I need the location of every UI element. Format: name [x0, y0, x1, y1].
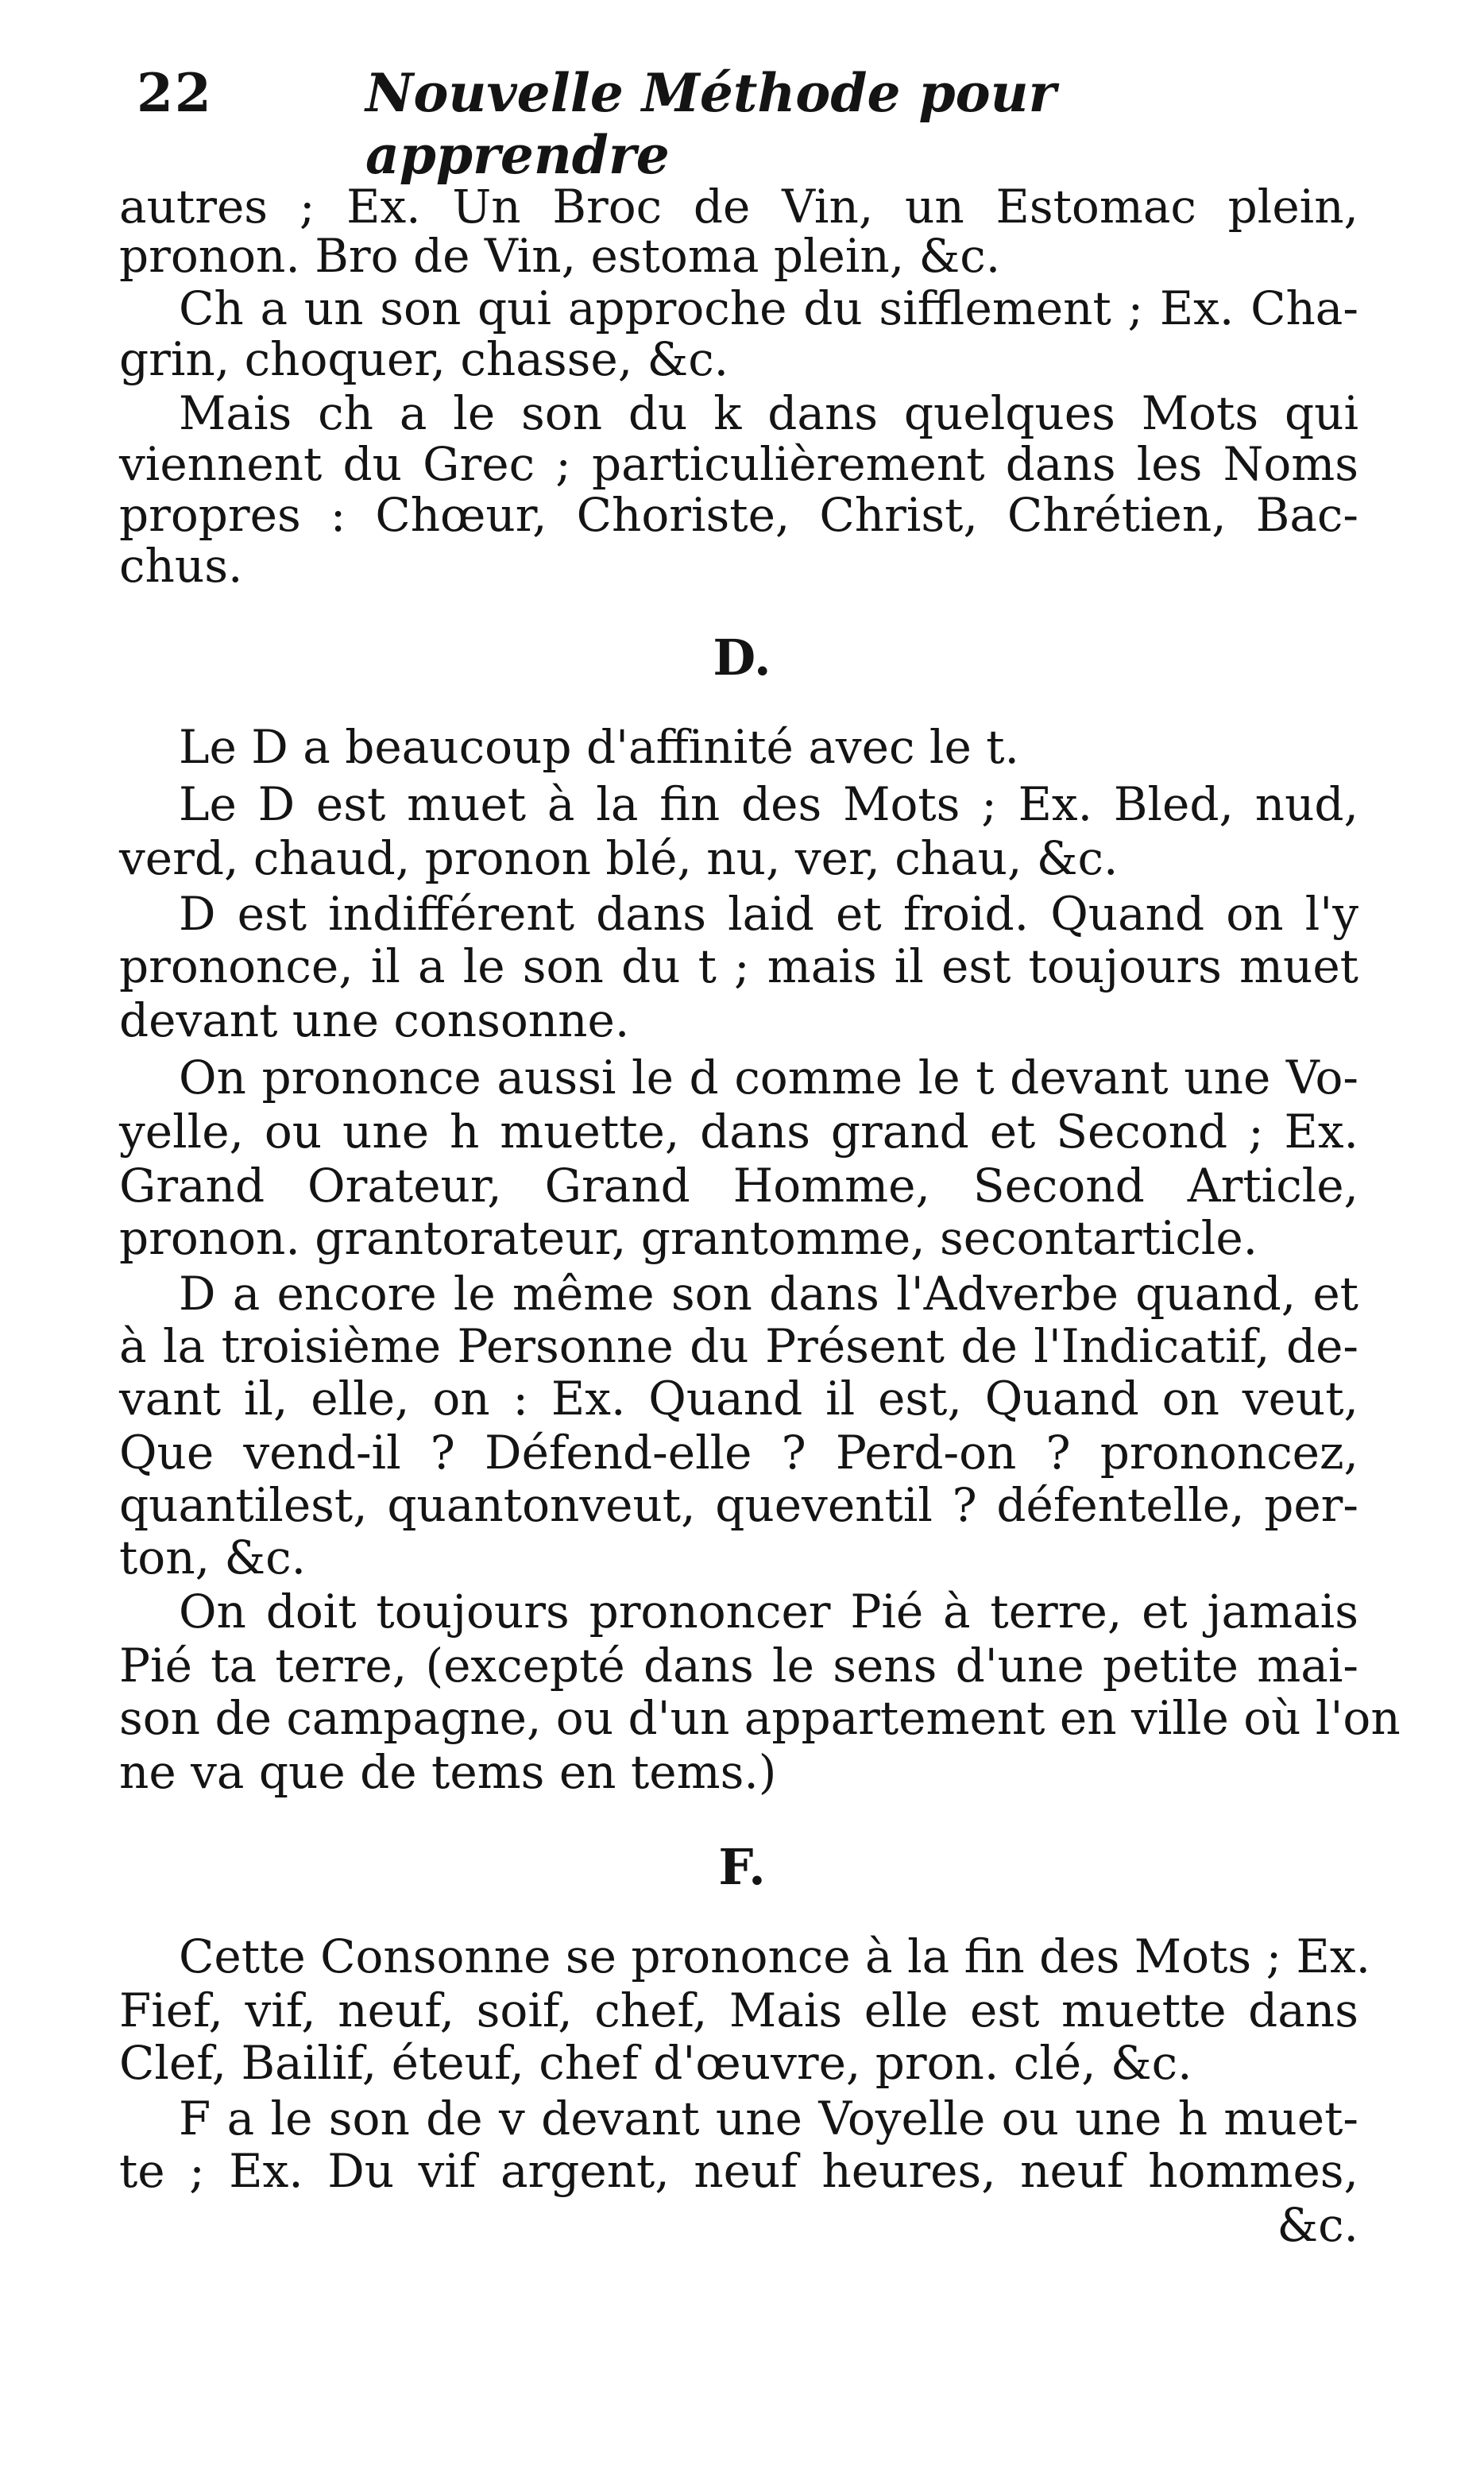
- text-line: Ch a un son qui approche du sifflement ; Ex. Cha-: [179, 281, 1358, 335]
- text-line: ton, &c.: [119, 1530, 307, 1585]
- text-line: Clef, Bailif, éteuf, chef d'œuvre, pron. clé, &c.: [119, 2036, 1192, 2090]
- text-line: grin, choquer, chasse, &c.: [119, 332, 729, 386]
- running-title: Nouvelle Méthode pour apprendre: [365, 62, 1057, 186]
- text-line: yelle, ou une h muette, dans grand et Second ; Ex.: [119, 1105, 1358, 1159]
- text-line: verd, chaud, pronon blé, nu, ver, chau, &c.: [119, 831, 1119, 885]
- text-line: son de campagne, ou d'un appartement en ville où l'on: [119, 1691, 1401, 1745]
- text-line: pronon. Bro de Vin, estoma plein, &c.: [119, 229, 1001, 283]
- text-line: On doit toujours prononcer Pié à terre, et jamais: [179, 1585, 1358, 1639]
- text-line: pronon. grantorateur, grantomme, secontarticle.: [119, 1211, 1258, 1265]
- text-line: viennent du Grec ; particulièrement dans les Noms: [119, 437, 1358, 491]
- section-heading-d: D.: [713, 629, 771, 687]
- text-line: autres ; Ex. Un Broc de Vin, un Estomac plein,: [119, 180, 1358, 234]
- text-line: propres : Chœur, Choriste, Christ, Chrétien, Bac-: [119, 488, 1358, 542]
- text-line: prononce, il a le son du t ; mais il est toujours muet: [119, 939, 1358, 993]
- text-line: te ; Ex. Du vif argent, neuf heures, neuf hommes,: [119, 2144, 1358, 2198]
- text-line: Grand Orateur, Grand Homme, Second Article,: [119, 1159, 1358, 1213]
- text-line: Mais ch a le son du k dans quelques Mots qui: [179, 386, 1358, 440]
- text-line: F a le son de v devant une Voyelle ou une h muet-: [179, 2092, 1358, 2146]
- text-line: vant il, elle, on : Ex. Quand il est, Quand on veut,: [119, 1372, 1358, 1426]
- text-line: Le D a beaucoup d'affinité avec le t.: [179, 720, 1019, 774]
- text-line: Cette Consonne se prononce à la fin des Mots ; Ex.: [179, 1929, 1371, 1983]
- text-line: quantilest, quantonveut, queventil ? défentelle, per-: [119, 1478, 1358, 1532]
- text-line: &c.: [1277, 2198, 1358, 2252]
- text-line: devant une consonne.: [119, 993, 630, 1047]
- text-line: ne va que de tems en tems.): [119, 1745, 777, 1799]
- text-line: On prononce aussi le d comme le t devant une Vo-: [179, 1051, 1358, 1105]
- text-line: Fief, vif, neuf, soif, chef, Mais elle est muette dans: [119, 1983, 1358, 2037]
- text-line: Que vend-il ? Défend-elle ? Perd-on ? prononcez,: [119, 1426, 1358, 1480]
- text-line: à la troisième Personne du Présent de l'Indicatif, de-: [119, 1319, 1358, 1373]
- text-line: D est indifférent dans laid et froid. Quand on l'y: [179, 887, 1358, 941]
- section-heading-f: F.: [718, 1838, 766, 1896]
- page-number: 22: [137, 62, 213, 124]
- text-line: Le D est muet à la fin des Mots ; Ex. Bled, nud,: [179, 777, 1358, 831]
- text-line: chus.: [119, 539, 243, 593]
- text-line: Pié ta terre, (excepté dans le sens d'une petite mai-: [119, 1639, 1358, 1693]
- text-line: D a encore le même son dans l'Adverbe quand, et: [179, 1267, 1358, 1321]
